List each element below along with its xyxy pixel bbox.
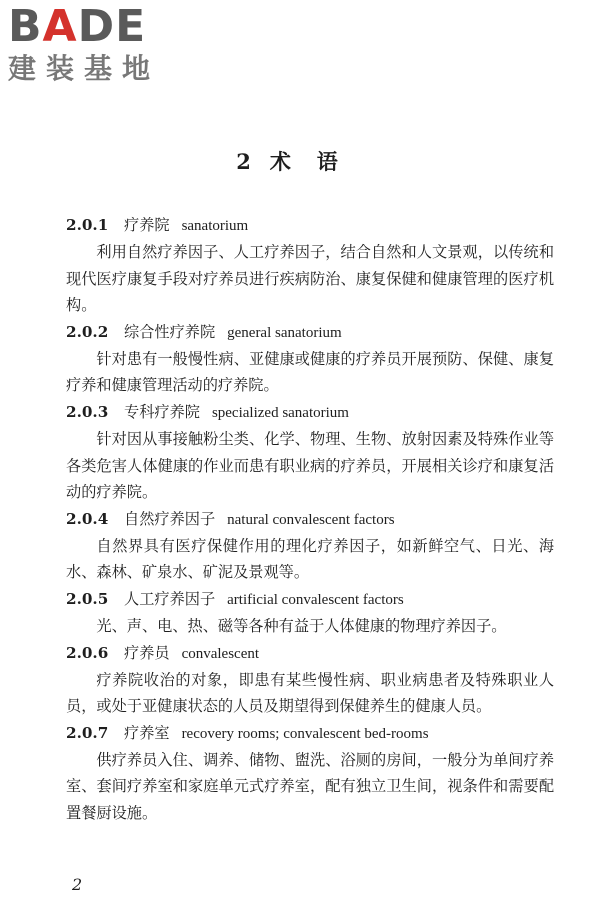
chapter-title-text: 术语 <box>269 149 364 174</box>
term-entry <box>66 212 554 319</box>
term-en: specialized sanatorium <box>211 404 349 421</box>
term-code: 2.0.7 <box>66 723 109 742</box>
term-code: 2.0.5 <box>66 589 109 608</box>
term-definition: 自然界具有医疗保健作用的理化疗养因子，如新鲜空气、日光、海水、森林、矿泉水、矿泥及景观等。 <box>66 536 554 582</box>
term-en: artificial convalescent factors <box>227 591 404 608</box>
term-entry <box>66 586 554 640</box>
term-zh: 疗养院 <box>124 216 170 234</box>
term-definition: 针对患有一般慢性病、亚健康或健康的疗养员开展预防、保健、康复疗养和健康管理活动的疗养院。 <box>66 349 554 395</box>
term-code: 2.0.4 <box>66 509 109 528</box>
term-code: 2.0.6 <box>66 643 109 662</box>
term-en: general sanatorium <box>227 324 342 341</box>
term-zh: 自然疗养因子 <box>124 509 216 528</box>
term-entry <box>66 319 554 399</box>
term-en: natural convalescent factors <box>227 511 395 528</box>
terms-list <box>66 212 554 827</box>
term-en: convalescent <box>181 645 260 662</box>
term-code: 2.0.1 <box>66 216 109 234</box>
term-definition: 利用自然疗养因子、人工疗养因子，结合自然和人文景观，以传统和现代医疗康复手段对疗养员进行疾病防治、康复保健和健康管理的医疗机构。 <box>66 243 554 315</box>
term-en: sanatorium <box>181 218 249 234</box>
chapter-number: 2 <box>236 149 252 174</box>
term-zh: 疗养室 <box>124 723 170 742</box>
term-code: 2.0.3 <box>66 402 109 421</box>
page-number: 2 <box>72 875 83 894</box>
term-entry <box>66 640 554 720</box>
term-zh: 人工疗养因子 <box>124 589 216 608</box>
term-zh: 专科疗养院 <box>124 402 200 421</box>
term-definition: 疗养院收治的对象，即患有某些慢性病、职业病患者及特殊职业人员，或处于亚健康状态的人员及期望得到保健养生的健康人员。 <box>66 670 554 716</box>
logo-subtitle: 建装基地 <box>8 52 161 85</box>
term-code: 2.0.2 <box>66 322 109 341</box>
term-definition: 针对因从事接触粉尘类、化学、物理、生物、放射因素及特殊作业等各类危害人体健康的作业而患有职业病的疗养员，开展相关诊疗和康复活动的疗养院。 <box>66 429 554 502</box>
term-zh: 综合性疗养院 <box>124 322 216 341</box>
term-en: recovery rooms; convalescent bed-rooms <box>181 725 429 742</box>
term-definition: 光、声、电、热、磁等各种有益于人体健康的物理疗养因子。 <box>96 616 507 635</box>
term-zh: 疗养员 <box>124 643 170 662</box>
term-entry <box>66 399 554 506</box>
logo-wordmark: BADE <box>8 1 147 52</box>
brand-logo <box>8 1 178 86</box>
term-entry <box>66 506 554 586</box>
chapter-title <box>0 146 600 176</box>
term-entry <box>66 720 554 827</box>
term-definition: 供疗养员入住、调养、储物、盥洗、浴厕的房间，一般分为单间疗养室、套间疗养室和家庭单元式疗养室，配有独立卫生间，视条件和需要配置餐厨设施。 <box>66 750 554 822</box>
